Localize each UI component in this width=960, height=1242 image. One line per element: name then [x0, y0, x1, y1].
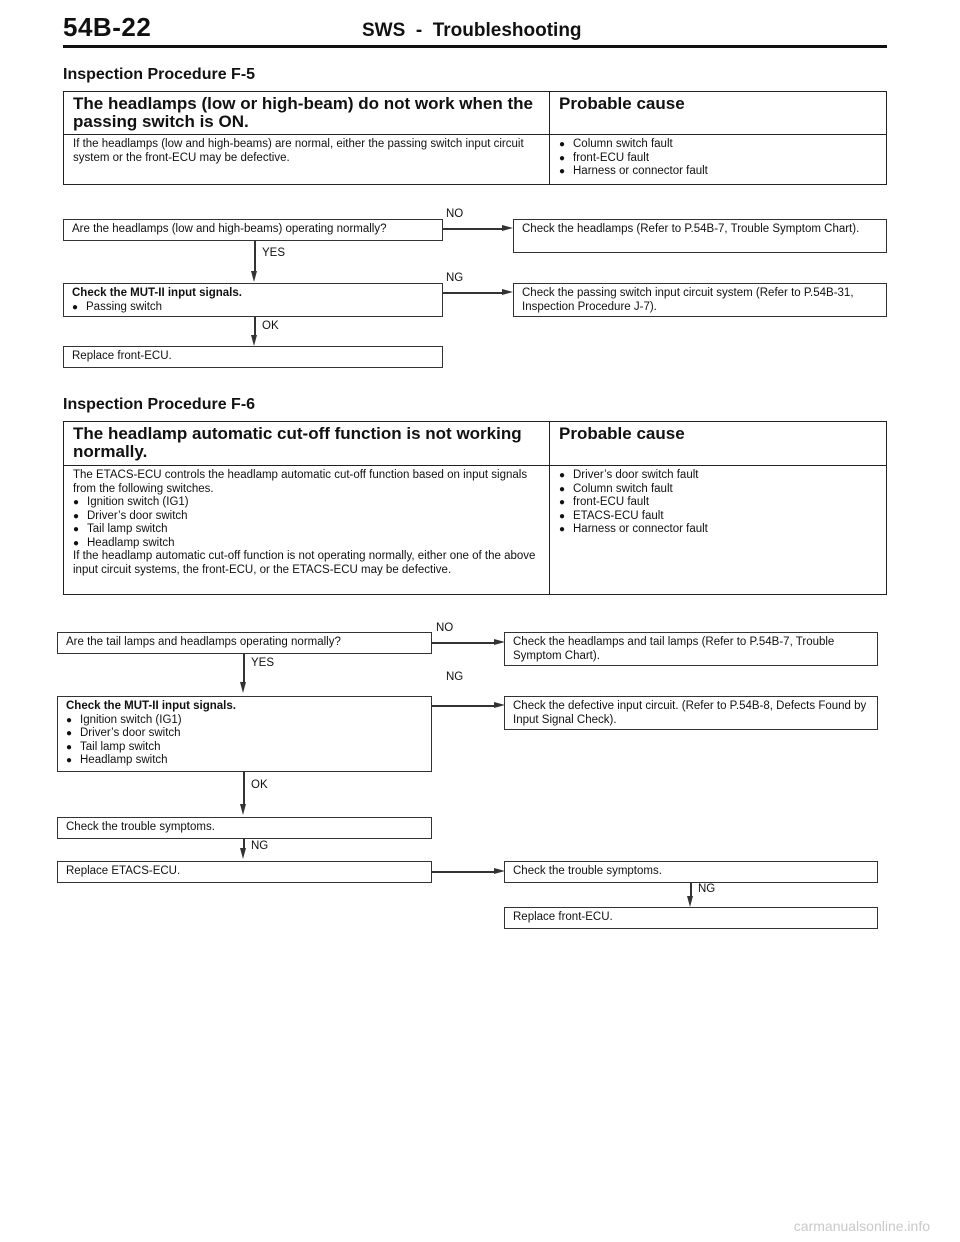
f6-question-box: Are the tail lamps and headlamps operating normally? — [57, 632, 432, 654]
f5-cause-list — [550, 135, 886, 184]
bullet: ● — [73, 537, 80, 549]
f6-ok-connector — [243, 772, 245, 806]
f5-section-title: Inspection Procedure F-5 — [63, 66, 256, 83]
f5-no-action-box: Check the headlamps (Refer to P.54B-7, Trouble Symptom Chart). — [513, 219, 887, 253]
arrow-down-icon — [240, 848, 246, 859]
list-item: ● ETACS-ECU fault — [559, 509, 664, 522]
arrow-down-icon — [240, 682, 246, 693]
f6-mut-check-title: Check the MUT-II input signals. — [66, 700, 236, 712]
bullet: ● — [66, 728, 73, 739]
f6-replace-etacs-box: Replace ETACS-ECU. — [57, 861, 432, 883]
list-item: ● Driver’s door switch — [66, 727, 181, 739]
list-item: ● Harness or connector fault — [559, 523, 708, 535]
f5-cause-header: Probable cause — [550, 92, 886, 134]
bullet: ● — [73, 510, 80, 522]
f6-step4-connector — [432, 871, 495, 873]
f5-ng-label: NG — [446, 272, 464, 284]
watermark: carmanualsonline.info — [793, 1218, 930, 1234]
list-item: ● Ignition switch (IG1) — [73, 496, 189, 508]
f5-description: If the headlamps (low and high-beams) are normal, either the passing switch input circuit system or the front-ECU may be defective. — [64, 135, 550, 184]
f6-yes-label: YES — [251, 657, 275, 669]
bullet: ● — [73, 497, 80, 508]
f5-mut-check-box — [63, 283, 443, 317]
list-item: ● Driver’s door switch fault — [559, 469, 699, 481]
f6-cause-list — [550, 466, 886, 594]
f6-trouble-check-box: Check the trouble symptoms. — [57, 817, 432, 839]
f6-ng-label: NG — [446, 671, 464, 683]
f6-no-connector — [432, 642, 495, 644]
f6-ok-label: OK — [251, 779, 268, 791]
f6-description-intro: The ETACS-ECU controls the headlamp automatic cut-off function based on input signals from the following switches. — [73, 469, 528, 495]
list-item: ● front-ECU fault — [559, 151, 650, 164]
f5-symptom: The headlamps (low or high-beam) do not work when the passing switch is ON. — [64, 92, 550, 134]
f6-cause-table — [63, 421, 887, 595]
f6-cause-header: Probable cause — [550, 422, 886, 465]
f6-yes-connector — [243, 654, 245, 684]
bullet: ● — [559, 470, 566, 481]
arrow-down-icon — [251, 335, 257, 346]
f5-no-label: NO — [446, 208, 464, 220]
list-item: ● Headlamp switch — [73, 536, 175, 549]
list-item: ● Tail lamp switch — [66, 740, 161, 753]
f5-replace-box: Replace front-ECU. — [63, 346, 443, 368]
f5-ng-connector — [443, 292, 503, 294]
bullet: ● — [559, 139, 566, 150]
bullet: ● — [66, 714, 73, 726]
f5-no-connector — [443, 228, 503, 230]
f5-cause-table — [63, 91, 887, 185]
arrow-right-icon — [502, 289, 513, 295]
list-item: ● Column switch fault — [559, 482, 673, 495]
f5-ok-connector — [254, 317, 256, 337]
list-item: ● front-ECU fault — [559, 496, 650, 508]
list-item: ● Harness or connector fault — [559, 165, 708, 177]
list-item: ● Tail lamp switch — [73, 523, 168, 535]
list-item: ● Column switch fault — [559, 138, 673, 150]
list-item: ● Ignition switch (IG1) — [66, 713, 182, 726]
f5-yes-connector — [254, 241, 256, 273]
f6-description-end: If the headlamp automatic cut-off function is not operating normally, either one of the above input circuit systems, the front-ECU, or the ETACS-ECU may be defective. — [73, 550, 536, 576]
f6-description — [64, 466, 550, 594]
f6-ng-connector — [432, 705, 495, 707]
f5-mut-check-title: Check the MUT-II input signals. — [72, 287, 242, 299]
list-item: ● Passing switch — [72, 300, 163, 313]
f6-replace-front-ecu-box: Replace front-ECU. — [504, 907, 878, 929]
f5-question-box: Are the headlamps (low and high-beams) operating normally? — [63, 219, 443, 241]
f6-no-action-box: Check the headlamps and tail lamps (Refer to P.54B-7, Trouble Symptom Chart). — [504, 632, 878, 666]
f6-ng-action-box: Check the defective input circuit. (Refer to P.54B-8, Defects Found by Input Signal Check). — [504, 696, 878, 730]
page-title: SWS - Troubleshooting — [362, 20, 582, 41]
f6-section-title: Inspection Procedure F-6 — [63, 396, 256, 413]
page-number: 54B-22 — [63, 12, 152, 42]
bullet: ● — [559, 510, 566, 522]
f6-mut-check-box — [57, 696, 432, 772]
f6-step4-ng-connector — [690, 883, 692, 897]
arrow-down-icon — [687, 896, 693, 907]
bullet: ● — [559, 166, 566, 177]
bullet: ● — [559, 483, 566, 495]
arrow-right-icon — [502, 225, 513, 231]
bullet: ● — [559, 497, 566, 508]
bullet: ● — [66, 755, 73, 766]
bullet: ● — [66, 741, 73, 753]
f6-step3-ng-label: NG — [251, 840, 269, 852]
arrow-down-icon — [251, 271, 257, 282]
f6-no-label: NO — [436, 622, 454, 634]
f5-ng-action-box: Check the passing switch input circuit system (Refer to P.54B-31, Inspection Procedure J-7). — [513, 283, 887, 317]
bullet: ● — [559, 152, 566, 164]
f6-step4-ng-label: NG — [698, 883, 716, 895]
arrow-down-icon — [240, 804, 246, 815]
f5-yes-label: YES — [262, 247, 286, 259]
header-rule — [63, 45, 887, 48]
f6-symptom: The headlamp automatic cut-off function is not working normally. — [64, 422, 550, 465]
f5-ok-label: OK — [262, 320, 279, 332]
f6-trouble-check-box-2: Check the trouble symptoms. — [504, 861, 878, 883]
list-item: ● Headlamp switch — [66, 754, 168, 766]
bullet: ● — [72, 301, 79, 313]
bullet: ● — [73, 524, 80, 535]
bullet: ● — [559, 524, 566, 535]
list-item: ● Driver’s door switch — [73, 509, 188, 522]
